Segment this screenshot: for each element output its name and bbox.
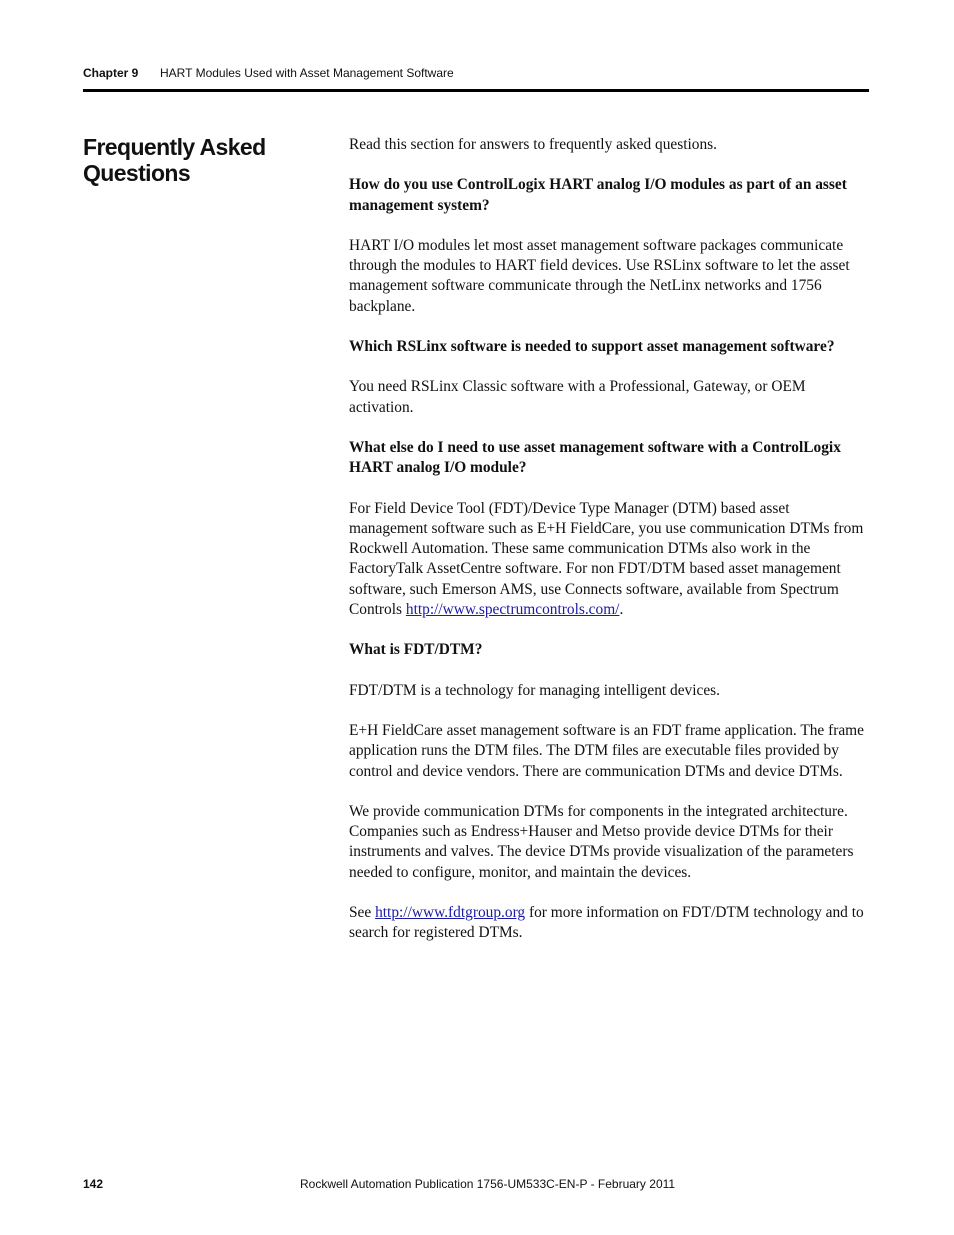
- page-header: [83, 66, 869, 80]
- answer-3-text: For Field Device Tool (FDT)/Device Type Manager (DTM) based asset management software such as E+H FieldCare, you use communication DTMs from Rockwell Automation. These same communication DTMs also work in the FactoryTalk AssetCentre software. For non FDT/DTM based asset management software, such Emerson AMS, use Connects software, available from Spectrum Controls: [349, 499, 864, 619]
- chapter-title: HART Modules Used with Asset Management Software: [160, 66, 454, 80]
- answer-2: You need RSLinx Classic software with a Professional, Gateway, or OEM activation.: [349, 378, 806, 416]
- answer-3-end: .: [619, 601, 624, 619]
- question-2: Which RSLinx software is needed to support asset management software?: [349, 338, 835, 356]
- answer-4-paragraph-4: [349, 903, 871, 944]
- intro-paragraph: Read this section for answers to frequently asked questions.: [349, 136, 718, 153]
- section-title: Frequently Asked Questions: [83, 134, 266, 186]
- chapter-label: Chapter 9: [83, 66, 139, 80]
- answer-4-paragraph-1: FDT/DTM is a technology for managing intelligent devices.: [349, 681, 721, 699]
- spectrum-controls-link[interactable]: http://www.spectrumcontrols.com/: [405, 601, 620, 619]
- page-number: 142: [83, 1177, 104, 1191]
- header-divider: [83, 89, 869, 92]
- fdtgroup-link[interactable]: http://www.fdtgroup.org: [375, 904, 526, 922]
- question-1: How do you use ControlLogix HART analog I/O modules as part of an asset management system?: [349, 176, 847, 214]
- answer-3: [349, 499, 871, 621]
- see-text-end: for more information on FDT/DTM technology and to search for registered DTMs.: [349, 904, 864, 942]
- faq-body: [349, 135, 871, 964]
- question-3: What else do I need to use asset management software with a ControlLogix HART analog I/O module?: [349, 438, 841, 477]
- answer-1: HART I/O modules let most asset management software packages communicate through the modules to HART field devices. Use RSLinx software to let the asset management software communicate through the NetLinx networks and 1756 backplane.: [349, 236, 850, 315]
- see-text: See: [349, 904, 376, 922]
- answer-4-paragraph-3: We provide communication DTMs for components in the integrated architecture. Companies such as Endress+Hauser and Metso provide device DTMs for their instruments and valves. The device DTMs provide visualization of the parameters needed to configure, monitor, and maintain the devices.: [349, 802, 854, 881]
- answer-4-paragraph-2: E+H FieldCare asset management software is an FDT frame application. The frame application runs the DTM files. The DTM files are executable files provided by control and device vendors. There are communication DTMs and device DTMs.: [349, 721, 864, 780]
- publication-info: Rockwell Automation Publication 1756-UM533C-EN-P - February 2011: [300, 1177, 676, 1191]
- question-4: What is FDT/DTM?: [349, 641, 483, 659]
